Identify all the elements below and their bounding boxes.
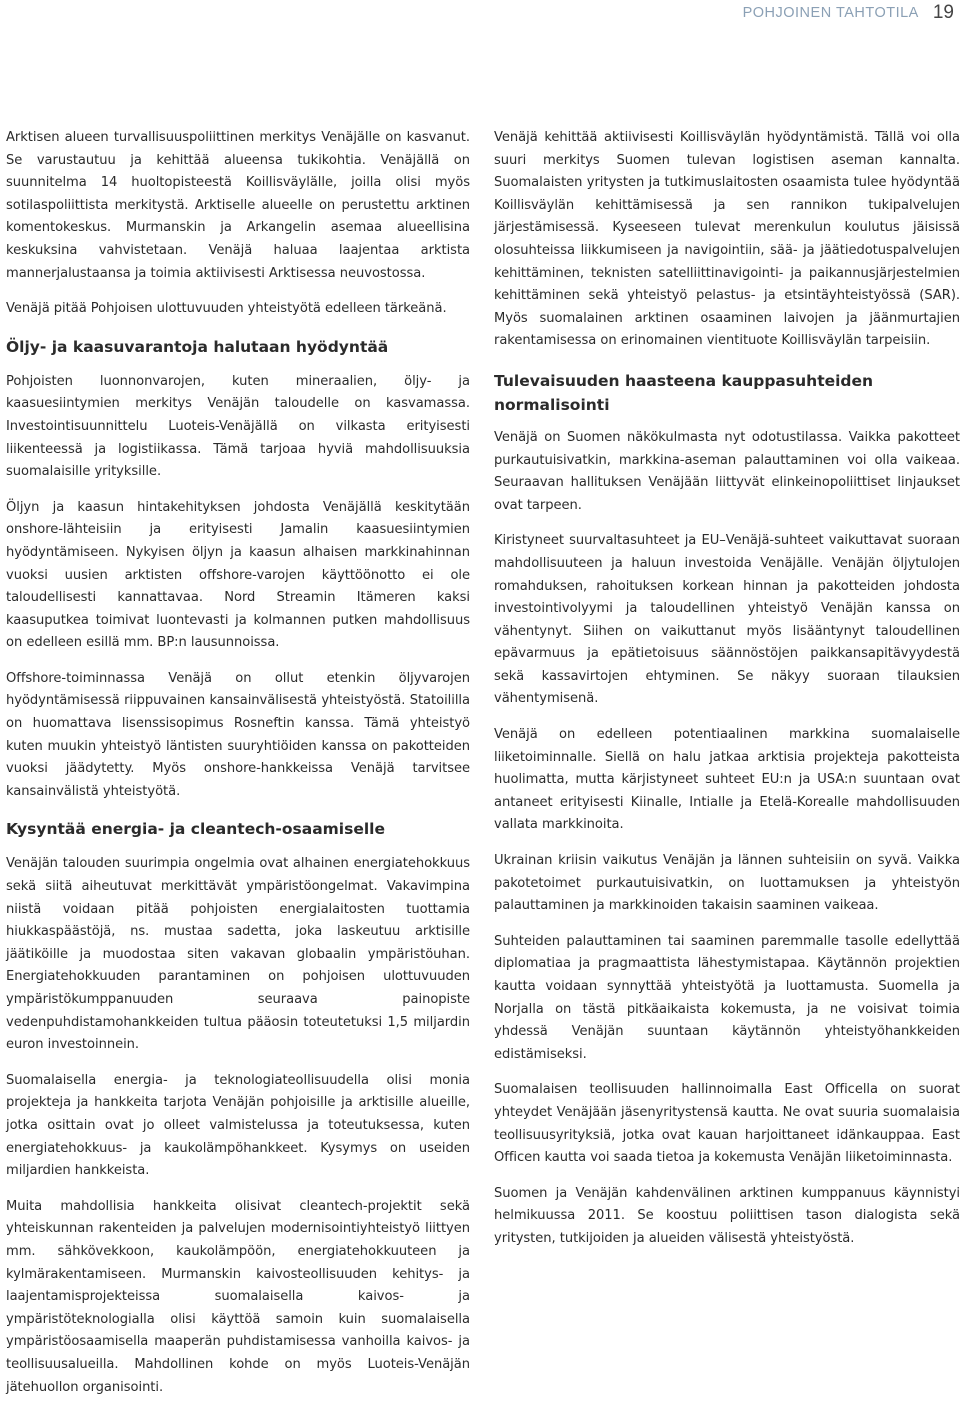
section-title: POHJOINEN TAHTOTILA (742, 5, 919, 21)
paragraph: Öljyn ja kaasun hintakehityksen johdosta Venäjällä keskitytään onshore-lähteisiin ja erityisesti Jamalin kaasuesiintymien hyödyntämiseen. Nykyisen öljyn ja kaasun alhaisen markkinahinnan vuoksi uusien arktisten offshore-varojen käyttöönotto ei ole taloudellisesti kannattavaa. Nord Streamin Itämeren kaksi kaasuputkea toimivat luontevasti ja kolmannen putken mahdollisuus on edelleen esillä mm. BP:n lausunnoissa. (6, 499, 470, 651)
section-heading: Öljy- ja kaasuvarantoja halutaan hyödyntää (6, 337, 389, 356)
paragraph: Kiristyneet suurvaltasuhteet ja EU–Venäjä-suhteet vaikuttavat suoraan mahdollisuuteen ja haluun investoida Venäjälle. Venäjän öljytulojen romahduksen, rahoituksen korkean hinnan ja pakotteiden johdosta investointivolyymi ja taloudellinen yhteistyö Venäjän kanssa on vähentynyt. Siihen on vaikuttanut myös lisääntynyt taloudellinen epävarmuus ja epätietoisuus säännöstöjen paikkansapitävyydestä sekä kassavirtojen ehtyminen. Se näkyy suoraan tilauksien vähentymisenä. (494, 533, 960, 707)
paragraph: Pohjoisten luonnonvarojen, kuten mineraalien, öljy- ja kaasuesiintymien merkitys Venäjän taloudelle on kasvamassa. Investointisuunnittelu Luoteis-Venäjällä on vilkasta erityisesti liikenteessä ja logistiikassa. Tämä tarjoaa hyviä mahdollisuuksia suomalaisille yrityksille. (6, 373, 470, 480)
paragraph: Offshore-toiminnassa Venäjä on ollut etenkin öljyvarojen hyödyntämisessä riippuvainen kansainvälisestä yhteistyöstä. Statoililla on huomattava lisenssisopimus Rosneftin kanssa. Tämä yhteistyö kuten muukin yhteistyö läntisten suuryhtiöiden kanssa on pakotteiden vuoksi jäädytetty. Myös onshore-hankkeissa Venäjä tarvitsee kansainvälistä yhteistyötä. (6, 670, 470, 799)
paragraph: Venäjän talouden suurimpia ongelmia ovat alhainen energiatehokkuus sekä siitä aiheutuvat merkittävät ympäristöongelmat. Vakavimpina niistä voidaan pitää pohjoisten energialaitosten tuottamia hiukkaspäästöjä, ns. mustaa sadetta, joka laskeutuu arktisille jäätiköille ja muodostaa siten vakavan globaalin ympäristöuhan. Energiatehokkuuden parantaminen on pohjoisen ulottuvuuden ympäristökumppanuuden seuraava painopiste vedenpuhdistamohankkeiden tultua pääosin toteutetuksi 1,5 miljardin euron investoinnein. (6, 856, 470, 1053)
paragraph: Suomen ja Venäjän kahdenvälinen arktinen kumppanuus käynnistyi helmikuussa 2011. Se koostuu poliittisen tason dialogista sekä yritysten, tutkijoiden ja alueiden välisestä yhteistyöstä. (494, 1185, 960, 1246)
paragraph: Venäjä kehittää aktiivisesti Koillisväylän hyödyntämistä. Tällä voi olla suuri merkitys Suomen tulevan logistisen aseman kannalta. Suomalaisten yritysten ja tutkimuslaitosten osaamista tulee hyödyntää Koillisväylän kehittämisessä ja sen rannikon tukipalvelujen järjestämisessä. Kyseeseen tulevat merenkulun koulutus jäisissä olosuhteissa liikkumiseen ja navigointiin, sää- ja jäätiedotuspalvelujen kehittäminen, teknisten satelliittinavigointi- ja paikannusjärjestelmien kehittäminen sekä yhteistyö pelastus- ja etsintäyhteistyössä (SAR). Myös suomalainen arktinen osaaminen laivojen ja jäänmurtajien rakentamisessa on erinomainen vientituote Koillisväylän tarpeisiin. (494, 130, 960, 349)
paragraph: Arktisen alueen turvallisuuspoliittinen merkitys Venäjälle on kasvanut. Se varustautuu ja kehittää alueensa tukikohtia. Venäjällä on suunnitelma 14 huoltopisteestä Koillisväylälle, joilla olisi myös sotilaspoliittista merkitystä. Arktiselle alueelle on perustettu arktinen komentokeskus. Murmanskin ja Arkangelin asemaa alueellisina keskuksina vahvistetaan. Venäjä haluaa laajentaa arktista mannerjalustaansa ja toimia aktiivisesti Arktisessa neuvostossa. (6, 130, 470, 281)
left-column (6, 127, 470, 1412)
paragraph: Venäjä on Suomen näkökulmasta nyt odotustilassa. Vaikka pakotteet purkautuisivatkin, markkina-aseman palauttaminen voi olla vaikeaa. Seuraavan hallituksen Venäjään liittyvät elinkeinopoliittiset linjaukset ovat tarpeen. (494, 429, 960, 513)
right-column (494, 127, 960, 1264)
paragraph: Suhteiden palauttaminen tai saaminen paremmalle tasolle edellyttää diplomatiaa ja pragmaattista lähestymistapaa. Käytännön projektien kautta voidaan synnyttää yhteistyötä ja luottamusta. Suomella ja Norjalla on tästä pitkäaikaista kokemusta, ja ne voisivat toimia yhdessä Venäjän suuntaan käytännön yhteistyöhankkeiden edistämiseksi. (494, 933, 960, 1062)
page-header (743, 0, 960, 26)
paragraph: Venäjä pitää Pohjoisen ulottuvuuden yhteistyötä edelleen tärkeänä. (6, 301, 447, 317)
paragraph: Ukrainan kriisin vaikutus Venäjän ja lännen suhteisiin on syvä. Vaikka pakotetoimet purkautuisivatkin, on luottamuksen ja yhteistyön palauttaminen ja markkinoiden takaisin saaminen vaikeaa. (494, 853, 960, 914)
paragraph: Suomalaisella energia- ja teknologiateollisuudella olisi monia projekteja ja hankkeita tarjota Venäjän pohjoisille ja arktisille alueille, jotka osittain ovat jo olleet valmistelussa ja toteutuksessa, kuten energiatehokkuus- ja kaukolämpöhankkeet. Kysymys on useiden miljardien hankkeista. (6, 1072, 470, 1179)
section-heading: Kysyntää energia- ja cleantech-osaamiselle (6, 820, 386, 839)
paragraph: Venäjä on edelleen potentiaalinen markkina suomalaiselle liiketoiminnalle. Siellä on halu jatkaa arktisia projekteja pakotteista huolimatta, mutta kärjistyneet suhteet EU:n ja USA:n suuntaan ovat antaneet erityisesti Kiinalle, Intialle ja Etelä-Korealle mahdollisuuden vallata markkinoita. (494, 727, 960, 833)
section-heading: Tulevaisuuden haasteena kauppasuhteiden normalisointi (494, 371, 874, 414)
page-number: 19 (932, 2, 954, 23)
paragraph: Muita mahdollisia hankkeita olisivat cleantech-projektit sekä yhteiskunnan rakenteiden ja palvelujen modernisointiyhteistyö liittyen mm. sähkövekkoon, kaukolämpöön, energiatehokkuuteen ja kylmärakentamiseen. Murmanskin kaivosteollisuuden kehitys- ja laajentamisprojekteissa suomalaisella kaivos- ja ympäristöteknologialla olisi käyttöä samoin kuin suomalaisella ympäristöosaamisella maaperän puhdistamisessa vanhoilla kaivos- ja teollisuusalueilla. Mahdollinen kohde on myös Luoteis-Venäjän jätehuollon organisointi. (6, 1198, 470, 1395)
paragraph: Suomalaisen teollisuuden hallinnoimalla East Officella on suorat yhteydet Venäjään jäsenyritystensä kautta. Ne ovat suuria suomalaisia teollisuusyrityksiä, jotka ovat kauan harjoittaneet idänkauppaa. East Officen kautta voi saada tietoa ja kokemusta Venäjän liiketoiminnasta. (494, 1082, 960, 1166)
